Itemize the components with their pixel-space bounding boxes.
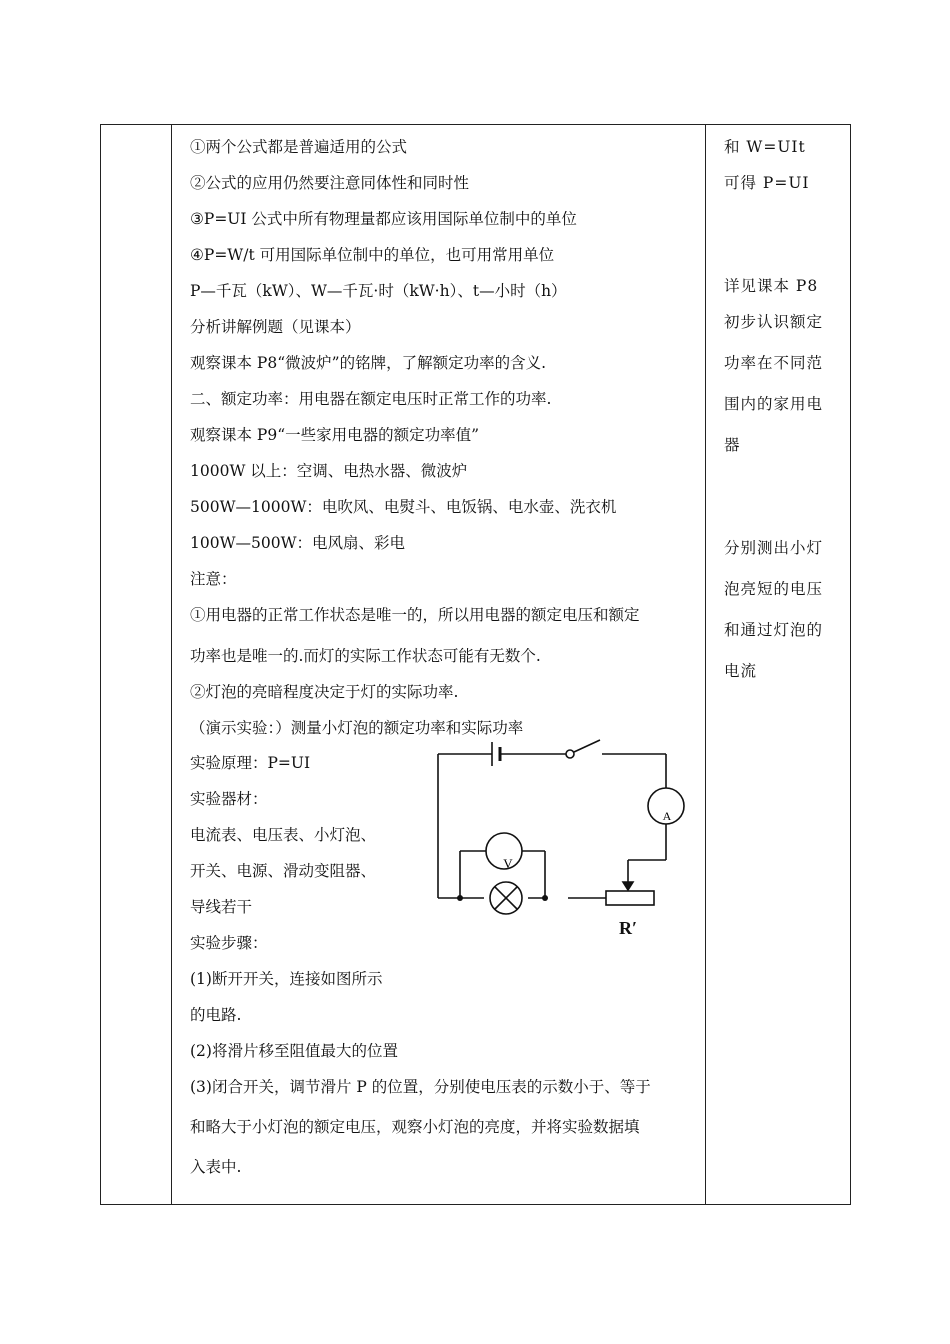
- side-line-11: 电流: [724, 662, 758, 680]
- main-line-8: 二、额定功率：用电器在额定电压时正常工作的功率.: [190, 390, 552, 408]
- main-line-20: 电流表、电压表、小灯泡、: [190, 826, 377, 844]
- side-line-2: 可得 P=UI: [724, 174, 810, 192]
- main-line-28: 和略大于小灯泡的额定电压，观察小灯泡的亮度，并将实验数据填: [190, 1118, 640, 1136]
- switch-pivot: [566, 750, 574, 758]
- main-line-15: 功率也是唯一的.而灯的实际工作状态可能有无数个.: [190, 647, 541, 665]
- rheostat-symbol: [606, 891, 654, 905]
- main-line-11: 500W—1000W：电吹风、电熨斗、电饭锅、电水壶、洗衣机: [190, 498, 617, 516]
- voltmeter-label: V: [503, 856, 513, 871]
- main-line-14: ①用电器的正常工作状态是唯一的，所以用电器的额定电压和额定: [190, 606, 640, 624]
- main-line-25: 的电路.: [190, 1006, 242, 1024]
- main-line-10: 1000W 以上：空调、电热水器、微波炉: [190, 462, 468, 480]
- main-line-19: 实验器材：: [190, 790, 268, 808]
- side-line-6: 围内的家用电: [724, 395, 824, 413]
- main-line-24: (1)断开开关，连接如图所示: [190, 970, 383, 988]
- switch-blade: [574, 740, 600, 752]
- side-line-5: 功率在不同范: [724, 354, 824, 372]
- main-line-26: (2)将滑片移至阻值最大的位置: [190, 1042, 398, 1060]
- main-line-9: 观察课本 P9“一些家用电器的额定功率值”: [190, 426, 480, 444]
- main-line-22: 导线若干: [190, 898, 253, 916]
- rheostat-label: R′: [619, 918, 638, 938]
- ammeter-label: A: [662, 809, 672, 823]
- side-line-10: 和通过灯泡的: [724, 621, 824, 639]
- main-line-18: 实验原理：P=UI: [190, 754, 311, 772]
- circuit-diagram: [432, 736, 692, 916]
- side-line-9: 泡亮短的电压: [724, 580, 824, 598]
- side-line-8: 分别测出小灯: [724, 539, 824, 557]
- main-line-3: ③P=UI 公式中所有物理量都应该用国际单位制中的单位: [190, 210, 577, 228]
- side-line-3: 详见课本 P8: [724, 277, 819, 295]
- main-line-4: ④P=W/t 可用国际单位制中的单位，也可用常用单位: [190, 246, 555, 264]
- main-line-13: 注意：: [190, 570, 237, 588]
- slider-arrow: [623, 882, 633, 890]
- column-divider-1: [171, 125, 172, 1204]
- main-line-23: 实验步骤：: [190, 934, 268, 952]
- column-divider-2: [705, 125, 706, 1204]
- main-line-7: 观察课本 P8“微波炉”的铭牌，了解额定功率的含义.: [190, 354, 546, 372]
- main-line-1: ①两个公式都是普遍适用的公式: [190, 138, 408, 156]
- main-line-12: 100W—500W：电风扇、彩电: [190, 534, 406, 552]
- main-line-5: P—千瓦（kW）、W—千瓦·时（kW·h）、t—小时（h）: [190, 282, 567, 300]
- junction-dot-right: [542, 895, 548, 901]
- side-line-4: 初步认识额定: [724, 313, 824, 331]
- main-line-27: (3)闭合开关，调节滑片 P 的位置，分别使电压表的示数小于、等于: [190, 1078, 651, 1096]
- main-line-16: ②灯泡的亮暗程度决定于灯的实际功率.: [190, 683, 459, 701]
- main-line-17: （演示实验：）测量小灯泡的额定功率和实际功率: [190, 719, 524, 737]
- side-line-7: 器: [724, 436, 741, 454]
- side-line-1: 和 W=UIt: [724, 138, 806, 156]
- junction-dot-left: [457, 895, 463, 901]
- main-line-21: 开关、电源、滑动变阻器、: [190, 862, 377, 880]
- main-line-29: 入表中.: [190, 1158, 242, 1176]
- main-line-2: ②公式的应用仍然要注意同体性和同时性: [190, 174, 470, 192]
- main-line-6: 分析讲解例题（见课本）: [190, 318, 361, 336]
